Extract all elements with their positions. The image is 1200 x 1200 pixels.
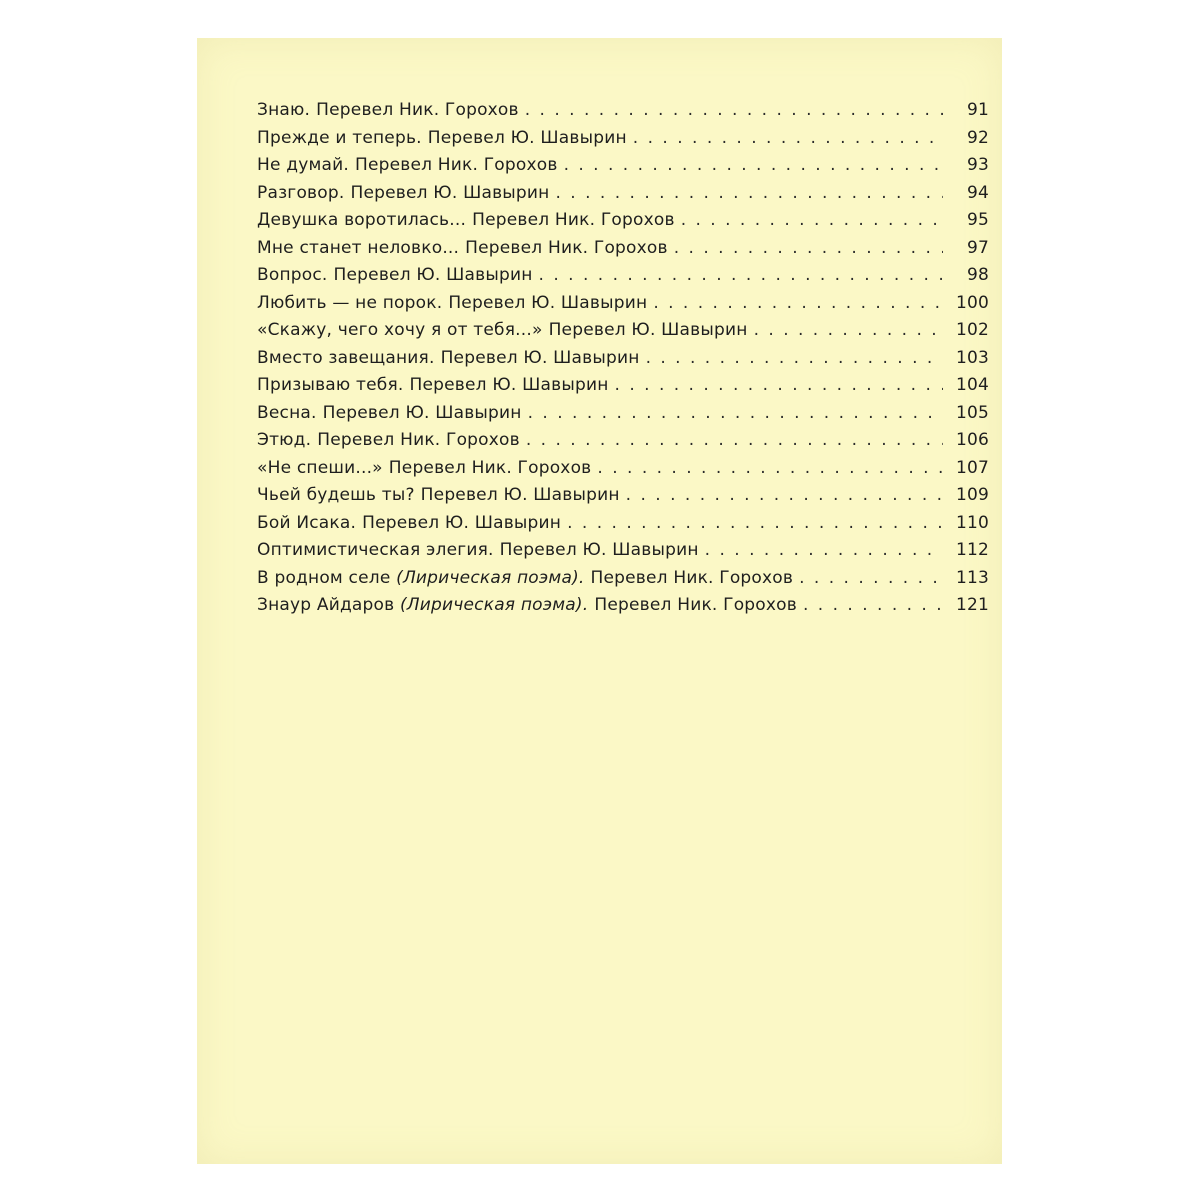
page-number: 100 [955,292,989,313]
dot-leader [555,183,943,203]
entry-title: «Не спеши...» [257,457,383,478]
toc-entry [257,265,989,293]
entry-translator: Перевел Ник. Горохов [388,457,592,478]
page-number: 95 [966,210,989,230]
toc-entry [257,155,989,183]
page-number: 94 [966,182,989,203]
toc-entry [257,183,989,211]
page-number: 112 [955,540,989,560]
entry-translator: Перевел Ник. Горохов [316,100,519,120]
toc-entry [257,568,989,596]
entry-title: Прежде и теперь. [257,127,422,148]
toc-entry [257,403,989,431]
entry-translator: Перевел Ник. Горохов [590,567,794,588]
toc-entry [257,485,989,513]
dot-leader [528,403,943,423]
entry-title: Знаю. [257,100,311,120]
entry-translator: Перевел Ник. Горохов [354,155,558,175]
entry-title: Весна. [257,402,317,423]
table-of-contents [257,100,989,623]
entry-translator: Перевел Ник. Горохов [594,595,797,615]
page-number: 93 [966,155,989,175]
entry-title: Призываю тебя. [257,375,404,395]
page-number: 105 [955,402,989,423]
entry-translator: Перевел Ю. Шавырин [420,485,620,505]
entry-title: В родном селе (Лирическая поэма). [257,567,585,588]
dot-leader [615,375,943,395]
dot-leader [803,595,943,615]
dot-leader [567,513,943,533]
entry-title: Девушка воротилась... [257,210,467,230]
entry-translator: Перевел Ю. Шавырин [350,182,550,203]
entry-translator: Перевел Ю. Шавырин [448,292,648,313]
entry-translator: Перевел Ю. Шавырин [333,265,533,285]
entry-title: Любить — не порок. [257,292,443,313]
dot-leader [597,458,943,478]
entry-subtitle: (Лирическая поэма). [396,567,585,588]
entry-title: Бой Исака. [257,512,357,533]
toc-entry [257,238,989,266]
dot-leader [633,128,943,148]
dot-leader [526,430,943,450]
entry-title: Не думай. [257,155,349,175]
dot-leader [525,100,943,120]
page-number: 91 [966,100,989,120]
entry-title: Вместо завещания. [257,347,435,368]
dot-leader [539,265,943,285]
entry-title: Знаур Айдаров (Лирическая поэма). [257,595,589,615]
toc-entry [257,595,989,623]
page-number: 107 [955,457,989,478]
entry-translator: Перевел Ник. Горохов [465,237,668,258]
dot-leader [754,320,943,340]
page-number: 104 [955,375,989,395]
page-number: 113 [955,567,989,588]
entry-translator: Перевел Ю. Шавырин [499,540,699,560]
entry-title: Мне станет неловко... [257,237,460,258]
entry-translator: Перевел Ник. Горохов [317,430,520,450]
toc-entry [257,100,989,128]
page-number: 121 [955,595,989,615]
toc-entry [257,430,989,458]
toc-entry [257,128,989,156]
entry-subtitle: (Лирическая поэма). [399,595,589,615]
page-number: 110 [955,512,989,533]
entry-title: Разговор. [257,182,345,203]
page-number: 106 [955,430,989,450]
page-number: 103 [955,347,989,368]
dot-leader [681,210,943,230]
toc-entry [257,513,989,541]
entry-translator: Перевел Ю. Шавырин [409,375,609,395]
page-number: 97 [966,237,989,258]
entry-title: Вопрос. [257,265,328,285]
entry-title: Этюд. [257,430,312,450]
dot-leader [646,348,943,368]
toc-entry [257,540,989,568]
page-number: 102 [955,320,989,340]
entry-title: Чьей будешь ты? [257,485,415,505]
entry-title: Оптимистическая элегия. [257,540,494,560]
entry-translator: Перевел Ник. Горохов [472,210,675,230]
dot-leader [674,238,943,258]
entry-title: «Скажу, чего хочу я от тебя...» [257,320,543,340]
dot-leader [564,155,943,175]
page-number: 109 [955,485,989,505]
dot-leader [626,485,943,505]
toc-entry [257,375,989,403]
entry-translator: Перевел Ю. Шавырин [322,402,522,423]
toc-entry [257,348,989,376]
page-number: 92 [966,127,989,148]
toc-entry [257,320,989,348]
entry-translator: Перевел Ю. Шавырин [548,320,748,340]
dot-leader [705,540,943,560]
toc-entry [257,458,989,486]
entry-translator: Перевел Ю. Шавырин [427,127,627,148]
entry-translator: Перевел Ю. Шавырин [362,512,562,533]
entry-translator: Перевел Ю. Шавырин [440,347,640,368]
dot-leader [653,293,943,313]
page-number: 98 [966,265,989,285]
toc-entry [257,210,989,238]
dot-leader [799,568,943,588]
toc-entry [257,293,989,321]
